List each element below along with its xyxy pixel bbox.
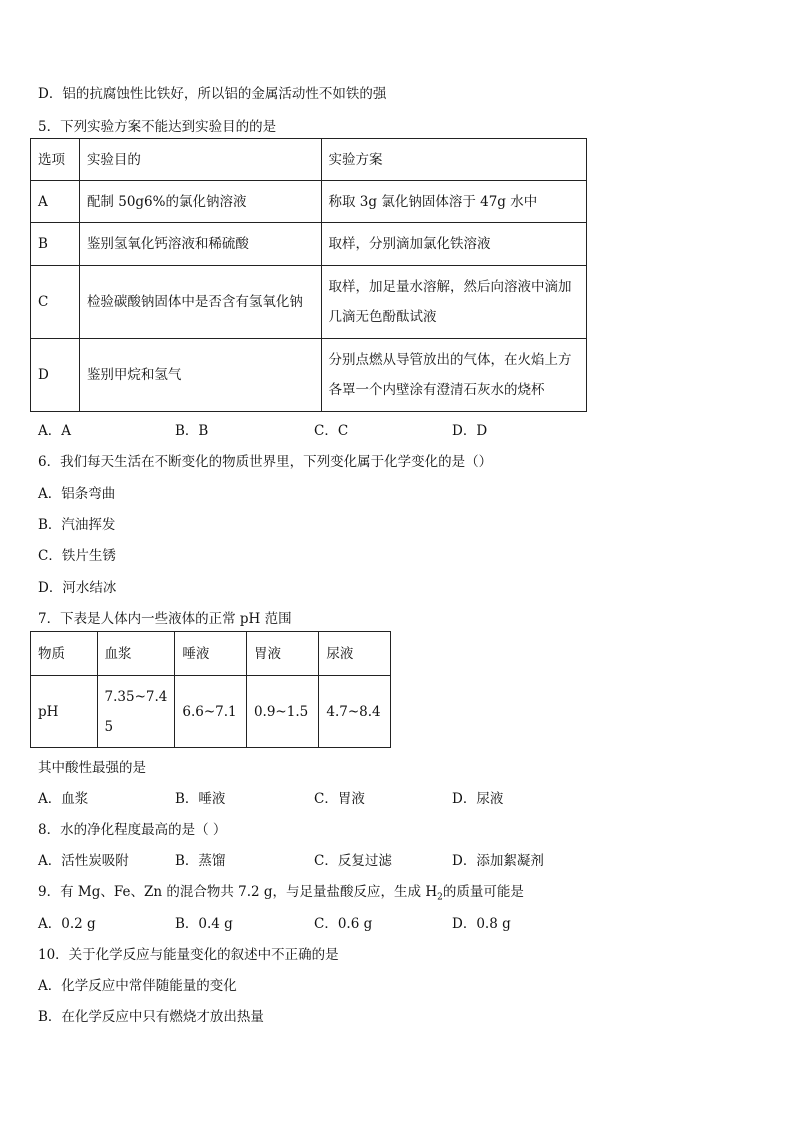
q7-followup: 其中酸性最强的是 <box>38 760 146 776</box>
q8-stem: 8．水的净化程度最高的是（ ） <box>38 822 227 838</box>
q6-option-b: B．汽油挥发 <box>38 517 116 533</box>
q5-row-goal: 鉴别氢氧化钙溶液和稀硫酸 <box>79 223 321 266</box>
table-row <box>31 339 587 412</box>
q5-option-a: A．A <box>38 423 71 439</box>
table-row <box>31 223 587 266</box>
q10-option-b: B．在化学反应中只有燃烧才放出热量 <box>38 1009 264 1025</box>
q5-table <box>30 138 587 412</box>
q7-gastric-ph: 0.9~1.5 <box>246 676 318 748</box>
q5-row-plan <box>321 339 587 412</box>
q7-plasma-ph-line: 7.35~7.4 <box>104 688 168 705</box>
q9-subscript: 2 <box>437 892 443 903</box>
q5-option-b: B．B <box>175 423 209 439</box>
q7-urine-ph: 4.7~8.4 <box>319 676 391 748</box>
q5-row-option: C <box>31 266 80 339</box>
q6-option-a: A．铝条弯曲 <box>38 486 116 502</box>
q7-option-b: B．唾液 <box>175 791 226 807</box>
q5-row-option: D <box>31 339 80 412</box>
q5-row-goal: 鉴别甲烷和氢气 <box>79 339 321 412</box>
q5-header-goal: 实验目的 <box>79 139 321 181</box>
table-row <box>31 266 587 339</box>
q9-option-a: A．0.2 g <box>38 916 96 932</box>
q9-option-d: D．0.8 g <box>452 916 511 932</box>
q5-row-plan-line: 各罩一个内壁涂有澄清石灰水的烧杯 <box>328 382 545 398</box>
q8-option-b: B．蒸馏 <box>175 853 226 869</box>
q5-option-c: C．C <box>314 423 349 439</box>
q5-stem: 5．下列实验方案不能达到实验目的的是 <box>38 119 277 135</box>
q7-option-a: A．血浆 <box>38 791 89 807</box>
q7-stem: 7．下表是人体内一些液体的正常 pH 范围 <box>38 611 292 627</box>
q7-header-urine: 尿液 <box>319 632 391 676</box>
q5-row-option: B <box>31 223 80 266</box>
q5-option-d: D．D <box>452 423 488 439</box>
q9-stem <box>38 880 524 903</box>
q5-row-plan-line: 分别点燃从导管放出的气体，在火焰上方 <box>328 352 572 368</box>
q5-table-header-row <box>31 139 587 181</box>
q7-table-header-row <box>31 632 391 676</box>
q6-option-c: C．铁片生锈 <box>38 548 116 564</box>
q5-row-plan: 取样，分别滴加氯化铁溶液 <box>321 223 587 266</box>
q5-header-option: 选项 <box>31 139 80 181</box>
table-row <box>31 676 391 748</box>
q5-row-plan-line: 几滴无色酚酞试液 <box>328 309 437 325</box>
q4-option-d: D．铝的抗腐蚀性比铁好，所以铝的金属活动性不如铁的强 <box>38 86 387 102</box>
q5-row-plan: 称取 3g 氯化钠固体溶于 47g 水中 <box>321 181 587 223</box>
q5-row-plan-line: 取样，加足量水溶解，然后向溶液中滴加 <box>328 279 572 295</box>
q7-plasma-ph <box>97 676 175 748</box>
q5-header-plan: 实验方案 <box>321 139 587 181</box>
q8-option-d: D．添加絮凝剂 <box>452 853 544 869</box>
q9-stem-text-tail: 的质量可能是 <box>442 884 524 900</box>
q9-option-c: C．0.6 g <box>314 916 373 932</box>
q10-stem: 10．关于化学反应与能量变化的叙述中不正确的是 <box>38 947 339 963</box>
q7-plasma-ph-line: 5 <box>104 718 114 735</box>
q7-table <box>30 631 391 748</box>
q8-option-a: A．活性炭吸附 <box>38 853 129 869</box>
q7-header-saliva: 唾液 <box>175 632 247 676</box>
q7-header-substance: 物质 <box>31 632 98 676</box>
q6-option-d: D．河水结冰 <box>38 580 117 596</box>
q5-row-goal: 配制 50g6%的氯化钠溶液 <box>79 181 321 223</box>
q7-option-d: D．尿液 <box>452 791 504 807</box>
q8-option-c: C．反复过滤 <box>314 853 392 869</box>
q5-row-goal: 检验碳酸钠固体中是否含有氢氧化钠 <box>79 266 321 339</box>
q7-option-c: C．胃液 <box>314 791 365 807</box>
q9-stem-text: 9．有 Mg、Fe、Zn 的混合物共 7.2 g，与足量盐酸反应，生成 H <box>38 884 438 900</box>
q7-header-plasma: 血浆 <box>97 632 175 676</box>
q5-row-option: A <box>31 181 80 223</box>
q5-row-plan <box>321 266 587 339</box>
q7-row-label: pH <box>31 676 98 748</box>
q7-saliva-ph: 6.6~7.1 <box>175 676 247 748</box>
q6-stem: 6．我们每天生活在不断变化的物质世界里，下列变化属于化学变化的是（） <box>38 454 493 470</box>
table-row <box>31 181 587 223</box>
q9-option-b: B．0.4 g <box>175 916 233 932</box>
q10-option-a: A．化学反应中常伴随能量的变化 <box>38 978 237 994</box>
q7-header-gastric: 胃液 <box>246 632 318 676</box>
